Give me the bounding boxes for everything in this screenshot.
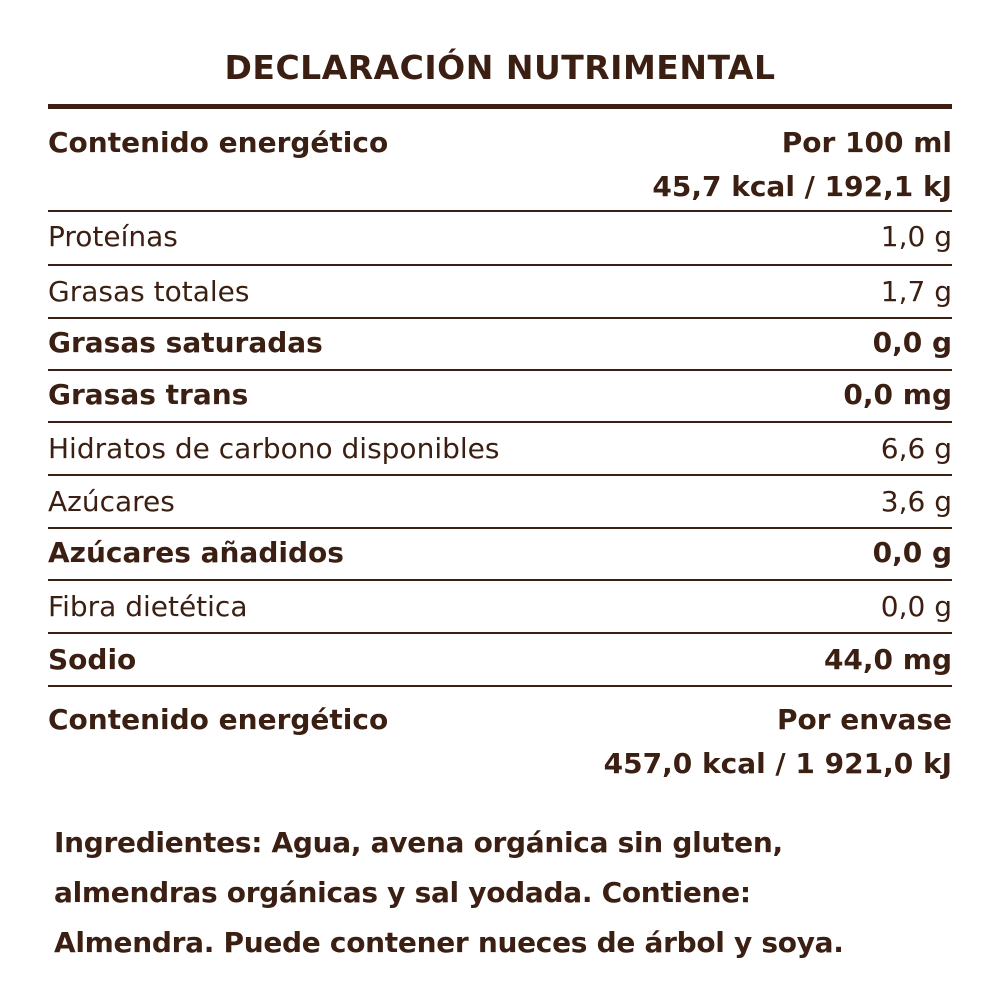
nutrient-value: 0,0 g	[880, 590, 952, 623]
nutrient-label: Grasas trans	[48, 378, 249, 411]
nutrient-row	[48, 590, 952, 624]
nutrient-value: 0,0 g	[872, 536, 952, 569]
divider	[48, 210, 952, 212]
nutrient-row	[48, 485, 952, 519]
nutrient-label: Sodio	[48, 643, 137, 676]
nutrient-label: Grasas totales	[48, 275, 250, 308]
divider	[48, 685, 952, 687]
energy-per-100-header-row	[48, 126, 952, 160]
nutrient-value: 0,0 g	[872, 326, 952, 359]
nutrient-value: 44,0 mg	[823, 643, 952, 676]
nutrient-row	[48, 432, 952, 466]
ingredients-line: Almendra. Puede contener nueces de árbol y soya.	[54, 926, 844, 959]
divider	[48, 474, 952, 476]
energy-per-100-value-row	[48, 170, 952, 204]
nutrient-value: 3,6 g	[880, 485, 952, 518]
divider	[48, 421, 952, 423]
energy-label: Contenido energético	[48, 126, 389, 159]
energy-value: 45,7 kcal / 192,1 kJ	[652, 170, 952, 203]
nutrient-row	[48, 378, 952, 412]
nutrient-value: 1,0 g	[880, 220, 952, 253]
energy-basis: Por 100 ml	[781, 126, 952, 159]
energy-value: 457,0 kcal / 1 921,0 kJ	[603, 747, 952, 780]
nutrient-label: Grasas saturadas	[48, 326, 323, 359]
divider	[48, 632, 952, 634]
energy-label: Contenido energético	[48, 703, 389, 736]
divider	[48, 527, 952, 529]
nutrient-row	[48, 326, 952, 360]
divider-thick	[48, 104, 952, 109]
label-title: DECLARACIÓN NUTRIMENTAL	[224, 48, 776, 87]
ingredients-line: almendras orgánicas y sal yodada. Contiene:	[54, 876, 751, 909]
energy-per-package-value-row	[48, 747, 952, 781]
nutrient-label: Fibra dietética	[48, 590, 248, 623]
nutrient-row	[48, 536, 952, 570]
nutrient-value: 6,6 g	[880, 432, 952, 465]
divider	[48, 317, 952, 319]
nutrient-row	[48, 220, 952, 254]
energy-per-package-header-row	[48, 703, 952, 737]
ingredients-line: Ingredientes: Agua, avena orgánica sin gluten,	[54, 826, 783, 859]
nutrient-label: Hidratos de carbono disponibles	[48, 432, 500, 465]
divider	[48, 264, 952, 266]
nutrient-value: 0,0 mg	[843, 378, 952, 411]
divider	[48, 579, 952, 581]
nutrient-row	[48, 275, 952, 309]
nutrient-label: Azúcares añadidos	[48, 536, 344, 569]
nutrient-value: 1,7 g	[880, 275, 952, 308]
nutrient-label: Proteínas	[48, 220, 178, 253]
nutrient-row	[48, 643, 952, 677]
ingredients-text	[54, 818, 954, 968]
nutrient-label: Azúcares	[48, 485, 175, 518]
energy-basis: Por envase	[776, 703, 952, 736]
divider	[48, 369, 952, 371]
